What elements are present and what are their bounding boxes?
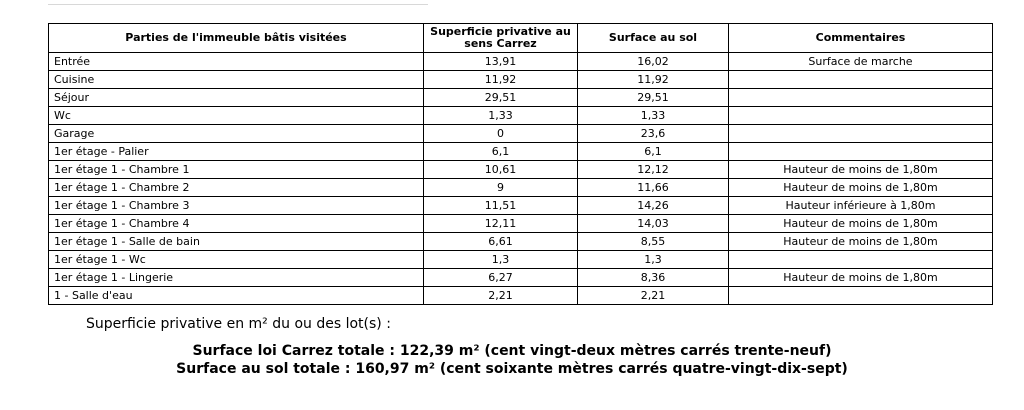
cell-commentaire xyxy=(729,71,993,89)
top-page-fragment xyxy=(48,0,428,5)
cell-commentaire xyxy=(729,89,993,107)
carrez-total: Surface loi Carrez totale : 122,39 m² (cent vingt-deux mètres carrés trente-neuf) xyxy=(192,343,832,359)
cell-surface-sol: 8,36 xyxy=(578,269,729,287)
table-row xyxy=(49,53,993,71)
cell-surface-sol: 6,1 xyxy=(578,143,729,161)
cell-surface-sol: 29,51 xyxy=(578,89,729,107)
cell-room: Garage xyxy=(49,125,424,143)
table-row xyxy=(49,197,993,215)
cell-surface-sol: 14,26 xyxy=(578,197,729,215)
cell-room: Entrée xyxy=(49,53,424,71)
cell-carrez: 0 xyxy=(424,125,578,143)
cell-room: 1er étage 1 - Salle de bain xyxy=(49,233,424,251)
table-header-row xyxy=(49,24,993,53)
cell-surface-sol: 16,02 xyxy=(578,53,729,71)
cell-room: Wc xyxy=(49,107,424,125)
cell-room: 1er étage 1 - Chambre 3 xyxy=(49,197,424,215)
cell-carrez: 1,3 xyxy=(424,251,578,269)
table-row xyxy=(49,71,993,89)
table-body xyxy=(49,53,993,305)
cell-surface-sol: 12,12 xyxy=(578,161,729,179)
table-row xyxy=(49,287,993,305)
cell-carrez: 10,61 xyxy=(424,161,578,179)
cell-surface-sol: 1,33 xyxy=(578,107,729,125)
table-row xyxy=(49,89,993,107)
cell-surface-sol: 2,21 xyxy=(578,287,729,305)
cell-carrez: 6,27 xyxy=(424,269,578,287)
cell-room: 1er étage 1 - Lingerie xyxy=(49,269,424,287)
cell-commentaire: Hauteur de moins de 1,80m xyxy=(729,233,993,251)
cell-commentaire xyxy=(729,251,993,269)
table-row xyxy=(49,233,993,251)
cell-commentaire: Hauteur de moins de 1,80m xyxy=(729,161,993,179)
table-row xyxy=(49,161,993,179)
superficie-privative-label: Superficie privative en m² du ou des lot(s) : xyxy=(86,316,391,332)
sol-total: Surface au sol totale : 160,97 m² (cent soixante mètres carrés quatre-vingt-dix-sept) xyxy=(176,361,848,377)
table-row xyxy=(49,269,993,287)
cell-carrez: 1,33 xyxy=(424,107,578,125)
table-row xyxy=(49,125,993,143)
cell-commentaire xyxy=(729,107,993,125)
cell-surface-sol: 8,55 xyxy=(578,233,729,251)
cell-carrez: 6,61 xyxy=(424,233,578,251)
cell-room: 1 - Salle d'eau xyxy=(49,287,424,305)
cell-surface-sol: 14,03 xyxy=(578,215,729,233)
cell-commentaire: Hauteur de moins de 1,80m xyxy=(729,179,993,197)
cell-surface-sol: 1,3 xyxy=(578,251,729,269)
cell-commentaire xyxy=(729,143,993,161)
cell-room: 1er étage 1 - Wc xyxy=(49,251,424,269)
cell-carrez: 12,11 xyxy=(424,215,578,233)
cell-room: 1er étage - Palier xyxy=(49,143,424,161)
cell-carrez: 6,1 xyxy=(424,143,578,161)
surfaces-table xyxy=(48,23,993,305)
table-row xyxy=(49,107,993,125)
header-surface-sol: Surface au sol xyxy=(578,24,729,53)
header-parties: Parties de l'immeuble bâtis visitées xyxy=(49,24,424,53)
table-row xyxy=(49,143,993,161)
cell-surface-sol: 11,66 xyxy=(578,179,729,197)
header-commentaires: Commentaires xyxy=(729,24,993,53)
cell-carrez: 29,51 xyxy=(424,89,578,107)
cell-carrez: 9 xyxy=(424,179,578,197)
cell-commentaire xyxy=(729,125,993,143)
cell-commentaire: Surface de marche xyxy=(729,53,993,71)
cell-commentaire: Hauteur inférieure à 1,80m xyxy=(729,197,993,215)
cell-room: Cuisine xyxy=(49,71,424,89)
cell-carrez: 2,21 xyxy=(424,287,578,305)
cell-room: 1er étage 1 - Chambre 1 xyxy=(49,161,424,179)
cell-commentaire xyxy=(729,287,993,305)
cell-carrez: 11,92 xyxy=(424,71,578,89)
table-row xyxy=(49,251,993,269)
cell-commentaire: Hauteur de moins de 1,80m xyxy=(729,269,993,287)
cell-carrez: 11,51 xyxy=(424,197,578,215)
cell-commentaire: Hauteur de moins de 1,80m xyxy=(729,215,993,233)
cell-surface-sol: 23,6 xyxy=(578,125,729,143)
cell-carrez: 13,91 xyxy=(424,53,578,71)
table-row xyxy=(49,215,993,233)
header-carrez: Superficie privative au sens Carrez xyxy=(424,24,578,53)
cell-room: Séjour xyxy=(49,89,424,107)
totals-block xyxy=(0,342,1024,378)
cell-surface-sol: 11,92 xyxy=(578,71,729,89)
cell-room: 1er étage 1 - Chambre 2 xyxy=(49,179,424,197)
cell-room: 1er étage 1 - Chambre 4 xyxy=(49,215,424,233)
table-row xyxy=(49,179,993,197)
